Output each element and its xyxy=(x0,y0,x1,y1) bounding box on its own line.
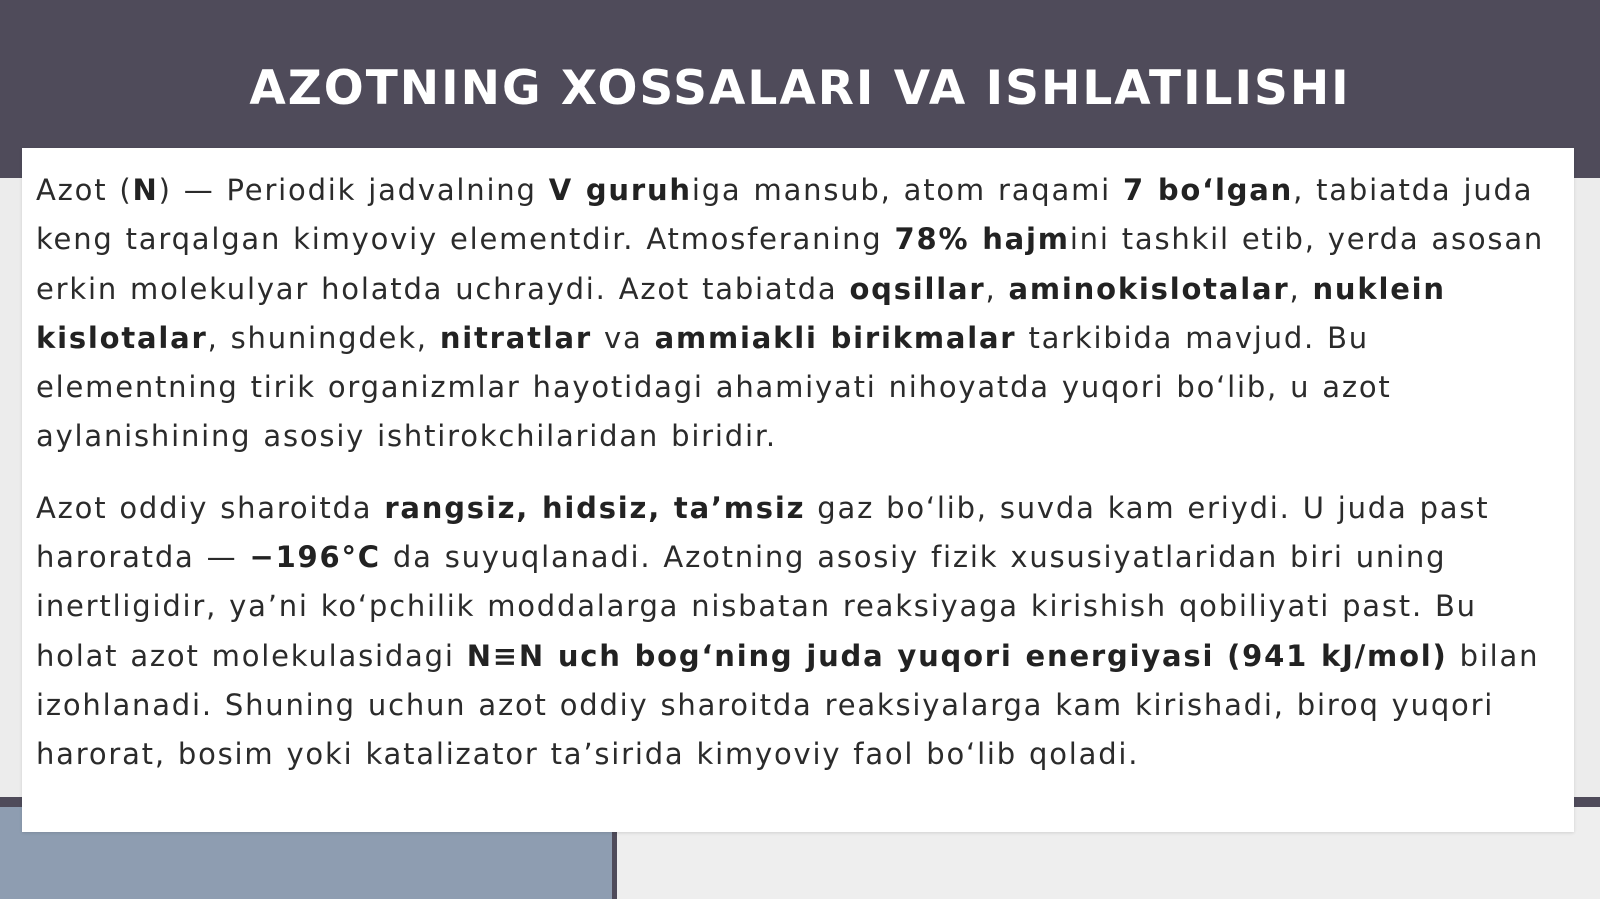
slide-title: AZOTNING XOSSALARI VA ISHLATILISHI xyxy=(249,61,1351,116)
bold-text-segment: N xyxy=(132,173,159,207)
bold-text-segment: nuklein kislotalar xyxy=(36,271,1446,355)
text-segment: , tabiatda juda keng tarqalgan kimyoviy elementdir. Atmosferaning xyxy=(36,173,1534,257)
text-segment: ) — Periodik jadvalning xyxy=(158,173,549,207)
content-box xyxy=(22,148,1574,832)
text-segment: Azot ( xyxy=(36,173,133,207)
text-segment: da suyuqlanadi. Azotning asosiy fizik xususiyatlaridan biri uning inertligidir, ya’ni ko‘pchilik moddalarga nisbatan reaksiyaga kirishish qobiliyati past. Bu holat azot molekulasidagi xyxy=(36,540,1477,673)
text-segment: , shuningdek, xyxy=(207,320,440,355)
text-segment: ini tashkil etib, yerda asosan erkin molekulyar holatda uchraydi. Azot tabiatda xyxy=(36,222,1545,306)
text-segment: gaz bo‘lib, suvda kam eriydi. U juda past haroratda — xyxy=(36,490,1490,575)
bold-text-segment: nitratlar xyxy=(439,320,593,355)
bold-text-segment: rangsiz, hidsiz, ta’msiz xyxy=(384,490,806,525)
bold-text-segment: aminokislotalar xyxy=(1008,271,1290,306)
text-segment: Azot oddiy sharoitda xyxy=(36,490,385,525)
bold-text-segment: 7 bo‘lgan xyxy=(1123,173,1294,207)
text-segment: iga mansub, atom raqami xyxy=(691,173,1123,207)
bold-text-segment: ammiakli birikmalar xyxy=(654,320,1017,355)
bold-text-segment: −196°C xyxy=(249,540,381,575)
bold-text-segment: oqsillar xyxy=(849,271,986,306)
paragraph-1 xyxy=(36,166,1560,462)
text-segment: , xyxy=(1289,271,1313,306)
bold-text-segment: V guruh xyxy=(548,173,692,207)
text-segment: bilan izohlanadi. Shuning uchun azot oddiy sharoitda reaksiyalarga kam kirishadi, biroq yuqori harorat, bosim yoki katalizator ta’sirida kimyoviy faol bo‘lib qoladi. xyxy=(36,638,1540,772)
text-segment: , xyxy=(985,271,1009,306)
text-segment: tarkibida mavjud. Bu elementning tirik organizmlar hayotidagi ahamiyati nihoyatda yuqori bo‘lib, u azot aylanishining asosiy ishtirokchilaridan biridir. xyxy=(36,320,1392,454)
text-segment: va xyxy=(592,320,655,355)
bold-text-segment: 78% hajm xyxy=(894,222,1070,257)
paragraph-2 xyxy=(36,484,1560,780)
bold-text-segment: N≡N uch bog‘ning juda yuqori energiyasi (941 kJ/mol) xyxy=(466,638,1448,673)
